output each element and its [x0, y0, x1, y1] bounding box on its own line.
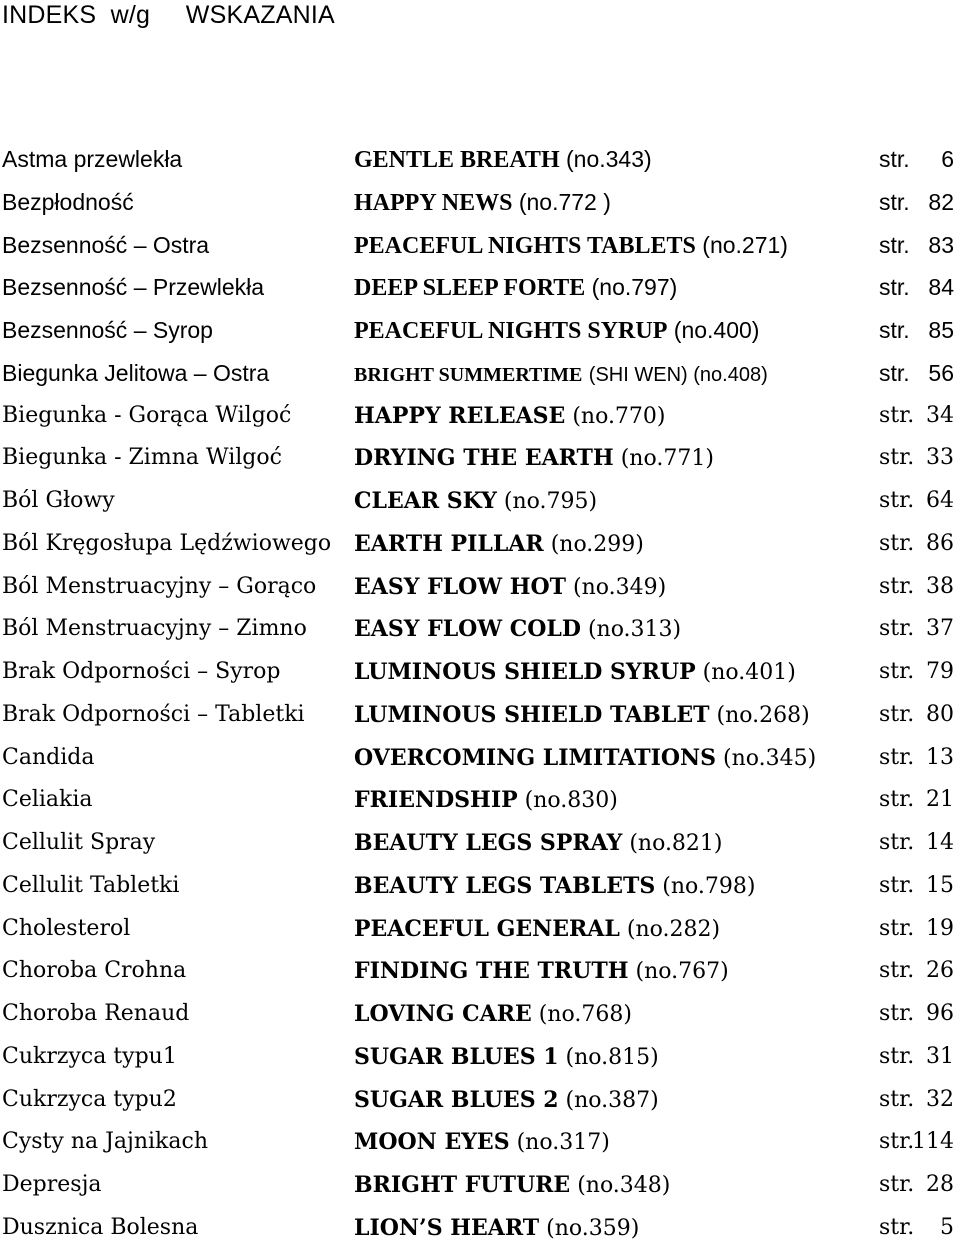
page-label: str.: [879, 659, 915, 684]
condition-label: Cholesterol: [2, 915, 131, 941]
remedy-number: (no.268): [716, 702, 810, 728]
index-row: [0, 138, 960, 181]
page-reference: [879, 138, 959, 181]
remedy-name: BEAUTY LEGS TABLETS: [354, 872, 656, 899]
page-number: 28: [926, 1172, 954, 1197]
remedy-name: BRIGHT SUMMERTIME: [354, 363, 583, 386]
condition-label: Ból Menstruacyjny – Gorąco: [2, 573, 317, 599]
index-row: [0, 352, 960, 395]
index-row: [0, 523, 960, 566]
page-number: 13: [926, 744, 954, 770]
remedy-number: (no.797): [591, 274, 678, 301]
remedy-number: (no.343): [566, 146, 652, 172]
page-number: 79: [926, 659, 954, 684]
condition-label: Cysty na Jajnikach: [2, 1129, 208, 1155]
page-reference: [879, 908, 959, 951]
index-row: [0, 480, 960, 523]
remedy-cell: [354, 608, 874, 652]
condition-label: Ból Głowy: [2, 488, 115, 513]
index-row: [0, 437, 960, 480]
remedy-name: EASY FLOW HOT: [354, 573, 567, 600]
remedy-number: (no.299): [550, 531, 644, 557]
remedy-cell: [354, 993, 874, 1037]
index-row: [0, 181, 960, 224]
remedy-name: OVERCOMING LIMITATIONS: [354, 744, 717, 771]
remedy-name: EARTH PILLAR: [354, 530, 544, 557]
page-label: str.: [879, 1214, 915, 1240]
page-label: str.: [879, 1043, 915, 1069]
condition-label: Dusznica Bolesna: [2, 1214, 199, 1240]
condition-label: Depresja: [2, 1172, 102, 1197]
page-reference: [879, 395, 959, 438]
remedy-number: (no.349): [573, 574, 667, 600]
remedy-number: (no.359): [546, 1215, 640, 1241]
page-number: 80: [926, 701, 954, 727]
page-number: 96: [926, 1001, 954, 1026]
condition-label: Bezsenność – Przewlekła: [2, 274, 265, 301]
page-reference: [879, 694, 959, 737]
page-number: 85: [928, 317, 954, 343]
page-reference: [879, 865, 959, 908]
remedy-number: (no.815): [565, 1044, 659, 1070]
condition-label: Cellulit Tabletki: [2, 872, 180, 898]
page-label: str.: [879, 830, 915, 855]
page-label: str.: [879, 1172, 915, 1197]
page-number: 83: [928, 231, 954, 258]
remedy-number: (no.271): [702, 231, 788, 258]
remedy-cell: [354, 1079, 874, 1123]
index-row: [0, 1121, 960, 1164]
condition-label: Cukrzyca typu1: [2, 1043, 177, 1069]
remedy-name: HAPPY RELEASE: [354, 402, 566, 429]
remedy-number: (no.770): [572, 403, 666, 429]
condition-label: Cukrzyca typu2: [2, 1086, 177, 1112]
remedy-cell: [354, 309, 874, 353]
remedy-number: (no.348): [577, 1173, 671, 1198]
remedy-name: SUGAR BLUES 2: [354, 1086, 559, 1113]
page-label: str.: [879, 274, 910, 301]
page-reference: [879, 1164, 959, 1207]
page-reference: [879, 608, 959, 651]
remedy-number: (no.313): [587, 617, 682, 643]
page-number: 15: [926, 872, 954, 898]
condition-label: Candida: [2, 744, 95, 770]
page-reference: [879, 779, 959, 822]
page-reference: [879, 266, 959, 309]
remedy-number: (SHI WEN) (no.408): [588, 363, 768, 386]
page-reference: [879, 523, 959, 566]
condition-label: Biegunka Jelitowa – Ostra: [2, 359, 270, 386]
page-reference: [879, 181, 959, 224]
remedy-number: (no.821): [629, 831, 723, 856]
remedy-cell: [354, 950, 874, 994]
page-label: str.: [879, 146, 910, 172]
page-label: str.: [879, 744, 915, 770]
remedy-name: GENTLE BREATH: [354, 147, 560, 173]
page-reference: [879, 309, 959, 352]
remedy-name: MOON EYES: [354, 1129, 510, 1156]
page-number: 37: [926, 616, 954, 642]
remedy-cell: [354, 737, 874, 781]
page-label: str.: [879, 1086, 915, 1112]
index-row: [0, 737, 960, 780]
page-reference: [879, 1036, 959, 1079]
page-label: str.: [879, 958, 915, 984]
remedy-cell: [354, 437, 874, 481]
remedy-name: PEACEFUL NIGHTS TABLETS: [354, 232, 696, 259]
condition-label: Cellulit Spray: [2, 830, 156, 855]
remedy-cell: [354, 908, 874, 952]
index-row: [0, 993, 960, 1036]
remedy-cell: [354, 651, 874, 695]
index-row: [0, 865, 960, 908]
page-label: str.: [879, 402, 915, 428]
remedy-number: (no.401): [702, 660, 796, 685]
page-number: 114: [912, 1129, 954, 1155]
condition-label: Biegunka - Gorąca Wilgoć: [2, 402, 292, 428]
page-reference: [879, 1121, 959, 1164]
page-label: str.: [879, 188, 910, 215]
remedy-number: (no.771): [620, 446, 714, 472]
index-row: [0, 566, 960, 609]
remedy-cell: [354, 352, 874, 397]
index-row: [0, 309, 960, 352]
condition-label: Astma przewlekła: [2, 146, 183, 172]
index-row: [0, 1207, 960, 1250]
remedy-number: (no.282): [626, 916, 721, 942]
condition-label: Bezsenność – Ostra: [2, 231, 210, 258]
page-number: 56: [928, 359, 954, 386]
index-row: [0, 1036, 960, 1079]
condition-label: Bezpłodność: [2, 188, 134, 215]
remedy-cell: [354, 138, 874, 182]
index-row: [0, 395, 960, 438]
remedy-number: (no.768): [538, 1002, 632, 1027]
remedy-cell: [354, 694, 874, 738]
condition-label: Brak Odporności – Tabletki: [2, 701, 305, 727]
remedy-cell: [354, 480, 874, 524]
remedy-number: (no.798): [662, 873, 756, 899]
index-row: [0, 608, 960, 651]
page-label: str.: [879, 701, 915, 727]
remedy-name: PEACEFUL NIGHTS SYRUP: [354, 318, 668, 344]
remedy-name: CLEAR SKY: [354, 488, 497, 514]
remedy-cell: [354, 865, 874, 909]
page-reference: [879, 437, 959, 480]
page-label: str.: [879, 872, 915, 898]
page-number: 26: [926, 958, 954, 984]
index-row: [0, 950, 960, 993]
index-row: [0, 822, 960, 865]
page-label: str.: [879, 915, 915, 941]
condition-label: Biegunka - Zimna Wilgoć: [2, 445, 282, 471]
remedy-cell: [354, 523, 874, 567]
condition-label: Bezsenność – Syrop: [2, 317, 213, 343]
page-number: 21: [926, 787, 954, 813]
page-number: 64: [926, 488, 954, 513]
index-row: [0, 1079, 960, 1122]
remedy-number: (no.400): [673, 317, 760, 343]
condition-label: Celiakia: [2, 787, 93, 813]
remedy-cell: [354, 1036, 874, 1080]
page-number: 14: [926, 830, 954, 855]
page-label: str.: [879, 573, 915, 599]
remedy-cell: [354, 395, 874, 439]
remedy-name: FRIENDSHIP: [354, 787, 518, 814]
remedy-name: EASY FLOW COLD: [354, 616, 581, 643]
page-reference: [879, 352, 959, 395]
condition-label: Brak Odporności – Syrop: [2, 659, 281, 684]
page-reference: [879, 224, 959, 267]
page-reference: [879, 1207, 959, 1250]
index-row: [0, 779, 960, 822]
index-row: [0, 224, 960, 267]
remedy-cell: [354, 822, 874, 866]
remedy-name: DEEP SLEEP FORTE: [354, 275, 586, 302]
remedy-cell: [354, 266, 874, 310]
remedy-name: DRYING THE EARTH: [354, 445, 614, 472]
remedy-number: (no.345): [723, 745, 817, 771]
page-label: str.: [879, 359, 910, 386]
remedy-name: LUMINOUS SHIELD SYRUP: [354, 659, 696, 685]
page-label: str.: [879, 1001, 915, 1026]
page-number: 6: [941, 146, 954, 172]
remedy-name: FINDING THE TRUTH: [354, 958, 629, 985]
remedy-name: LION’S HEART: [354, 1214, 540, 1241]
page-label: str.: [879, 317, 910, 343]
condition-label: Choroba Renaud: [2, 1001, 190, 1026]
remedy-number: (no.767): [635, 959, 729, 985]
page-label: str.: [879, 488, 915, 513]
page-number: 86: [926, 530, 954, 556]
remedy-number: (no.387): [565, 1087, 659, 1113]
page-label: str.: [879, 787, 915, 813]
remedy-number: (no.795): [503, 489, 598, 514]
page-label: str.: [879, 231, 910, 258]
index-row: [0, 694, 960, 737]
page-label: str.: [879, 1129, 915, 1155]
remedy-number: (no.830): [524, 788, 618, 814]
remedy-cell: [354, 181, 874, 225]
index-row: [0, 1164, 960, 1207]
index-list: [0, 138, 960, 1250]
page-number: 33: [926, 445, 954, 471]
remedy-number: (no.317): [516, 1130, 610, 1156]
page-reference: [879, 1079, 959, 1122]
remedy-cell: [354, 779, 874, 823]
remedy-cell: [354, 566, 874, 610]
remedy-name: LUMINOUS SHIELD TABLET: [354, 701, 710, 728]
condition-label: Ból Menstruacyjny – Zimno: [2, 616, 307, 642]
page-number: 84: [928, 274, 954, 301]
condition-label: Choroba Crohna: [2, 958, 187, 984]
remedy-number: (no.772 ): [518, 188, 611, 215]
condition-label: Ból Kręgosłupa Lędźwiowego: [2, 530, 332, 556]
index-row: [0, 651, 960, 694]
page-reference: [879, 651, 959, 694]
page-label: str.: [879, 445, 915, 471]
page-reference: [879, 993, 959, 1036]
index-row: [0, 908, 960, 951]
page-number: 82: [928, 188, 954, 215]
remedy-name: LOVING CARE: [354, 1001, 532, 1027]
page-number: 31: [926, 1043, 954, 1069]
remedy-cell: [354, 1207, 874, 1251]
remedy-cell: [354, 1164, 874, 1208]
page-title: INDEKS w/g WSKAZANIA: [2, 1, 335, 29]
page-number: 5: [940, 1214, 954, 1240]
remedy-cell: [354, 224, 874, 268]
page-reference: [879, 566, 959, 609]
page-label: str.: [879, 616, 915, 642]
page-number: 19: [926, 915, 954, 941]
page-reference: [879, 480, 959, 523]
page-reference: [879, 950, 959, 993]
page-label: str.: [879, 530, 915, 556]
remedy-name: BEAUTY LEGS SPRAY: [354, 830, 623, 856]
remedy-name: HAPPY NEWS: [354, 189, 513, 216]
page-number: 32: [926, 1086, 954, 1112]
remedy-name: SUGAR BLUES 1: [354, 1043, 559, 1070]
remedy-name: PEACEFUL GENERAL: [354, 915, 620, 942]
page-reference: [879, 822, 959, 865]
page-number: 38: [926, 573, 954, 599]
index-row: [0, 266, 960, 309]
page-number: 34: [926, 402, 954, 428]
remedy-cell: [354, 1121, 874, 1165]
page-reference: [879, 737, 959, 780]
remedy-name: BRIGHT FUTURE: [354, 1172, 571, 1198]
